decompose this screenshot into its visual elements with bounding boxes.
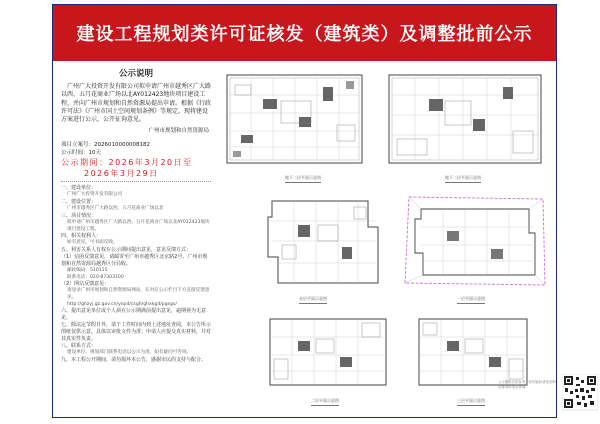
plan-caption: 首层平面示意图 [299, 296, 327, 304]
notice-section-head: 三、项目情况： [61, 212, 97, 219]
plan-site-first-floor [393, 187, 553, 295]
notice-board [52, 4, 557, 418]
floor-plan-drawing [258, 307, 398, 399]
notice-section-line: 拟申请广州市越秀区广大路以西、五月花商业广场以北AY012423地块项目建设工程。 [67, 219, 210, 232]
date-join: 至 [183, 158, 193, 168]
notice-banner-title: 建设工程规划类许可证核发（建筑类）及调整批前公示 [76, 24, 533, 45]
notice-section-head: 九、本工程公开期间，请勿损坏本公告，感谢市民的支持与配合。 [61, 357, 207, 364]
notice-banner [53, 5, 556, 61]
plan-caption: 二层平面示意图 [311, 398, 339, 406]
period-row [61, 149, 211, 157]
notice-text-column [61, 65, 211, 415]
floor-plan-drawing [383, 65, 548, 173]
plan-ground-floor [258, 187, 388, 295]
period-value: 10天 [88, 150, 102, 157]
notice-section-head: 八、联系方式： [61, 343, 97, 350]
notice-section-line: 联系电话：020-87303100 [67, 274, 124, 280]
notice-section-line: 请登录广州市规划和自然资源局网站，在对应公示栏目下方直接反馈意见。 [67, 288, 210, 301]
notice-section-line: 广州市越秀区广大路以西、五月花商业广场以北 [67, 206, 164, 212]
notice-signature: 广州市规划和自然资源局 [148, 128, 209, 135]
qr-code-icon[interactable] [562, 374, 598, 418]
plan-second-floor [258, 307, 398, 399]
notice-section-head: 六、提出意见单位或个人须在公示期满前提出意见，逾期视为无意见。 [61, 308, 207, 322]
project-number-label: 项目立案号： [61, 142, 95, 149]
notice-heading: 公示说明 [118, 69, 153, 79]
period-label: 公示时间： [61, 150, 89, 157]
plan-caption: 地下二层平面示意图 [285, 175, 321, 183]
notice-sections [61, 185, 211, 364]
plan-caption: 三层平面示意图 [457, 398, 485, 406]
date-label: 公示期间： [61, 158, 109, 168]
floor-plan-drawing [258, 187, 388, 295]
notice-section-line: 建设单位、规划部门联系电话以公示为准，如有疑问可咨询。 [67, 350, 192, 356]
plan-caption: 一层平面示意图 [457, 296, 485, 304]
notice-section-head: 二、建设位置： [61, 199, 97, 206]
date-end: 2026年3月29日 [84, 169, 159, 179]
date-start: 2026年3月20日 [108, 158, 184, 168]
project-number-row [61, 141, 211, 149]
site-plan-drawing [393, 187, 553, 295]
notice-body: 广州广大投资开发有限公司拟申请广州市越秀区广大路以西、五月花商业广场以北AY012423地块项目建设工程，并向广州市规划和自然资源局提出申请。根据《行政许可法》《广州市国土空间规划条例》等规定，现将建设方案进行公示，公开征询意见。 [61, 83, 211, 124]
plan-caption: 地下二层平面示意图 [445, 175, 481, 183]
notice-section-head: （1）信函反馈意见，请邮寄至广州市越秀区北京路2号，广州市规划和自然资源局越秀区分局收。 [61, 253, 208, 267]
notice-section-head: 七、除法定节假日外，请于工作时间内到上述地址查阅，本公告所示图纸仅供示意，具体以审批文件为准；申请人应提交真实材料，并对其真实性负责。 [61, 322, 211, 343]
notice-section-line: 如有意见，可书面反映。 [67, 240, 118, 246]
footnote: 公示图纸仅供参考，如有疑问请登录网站查询或电话咨询。 [498, 380, 556, 389]
date-range-start [61, 157, 211, 168]
notice-section-line: 邮政编码：510115 [67, 267, 108, 273]
notice-section-line: http://ghzyj.gz.gov.cn/yxpd/csgh/ghxkgd/pgsgs/ [67, 301, 177, 307]
project-number: 2026010000008182 [94, 142, 151, 149]
plan-basement-2-right [383, 65, 548, 173]
notice-section-head: 四、相关权利人： [61, 233, 102, 240]
notice-section-head: 五、利害关系人有权在公示期间提出意见，意见反馈方式： [61, 246, 192, 253]
plan-basement-2-left [221, 65, 371, 173]
notice-section-line: 广州广大投资开发有限公司 [67, 192, 123, 198]
notice-section-head: （2）网站反馈意见： [61, 281, 110, 288]
divider [61, 181, 211, 182]
notice-section-head: 一、建设单位： [61, 185, 97, 192]
floor-plan-drawing [221, 65, 371, 173]
